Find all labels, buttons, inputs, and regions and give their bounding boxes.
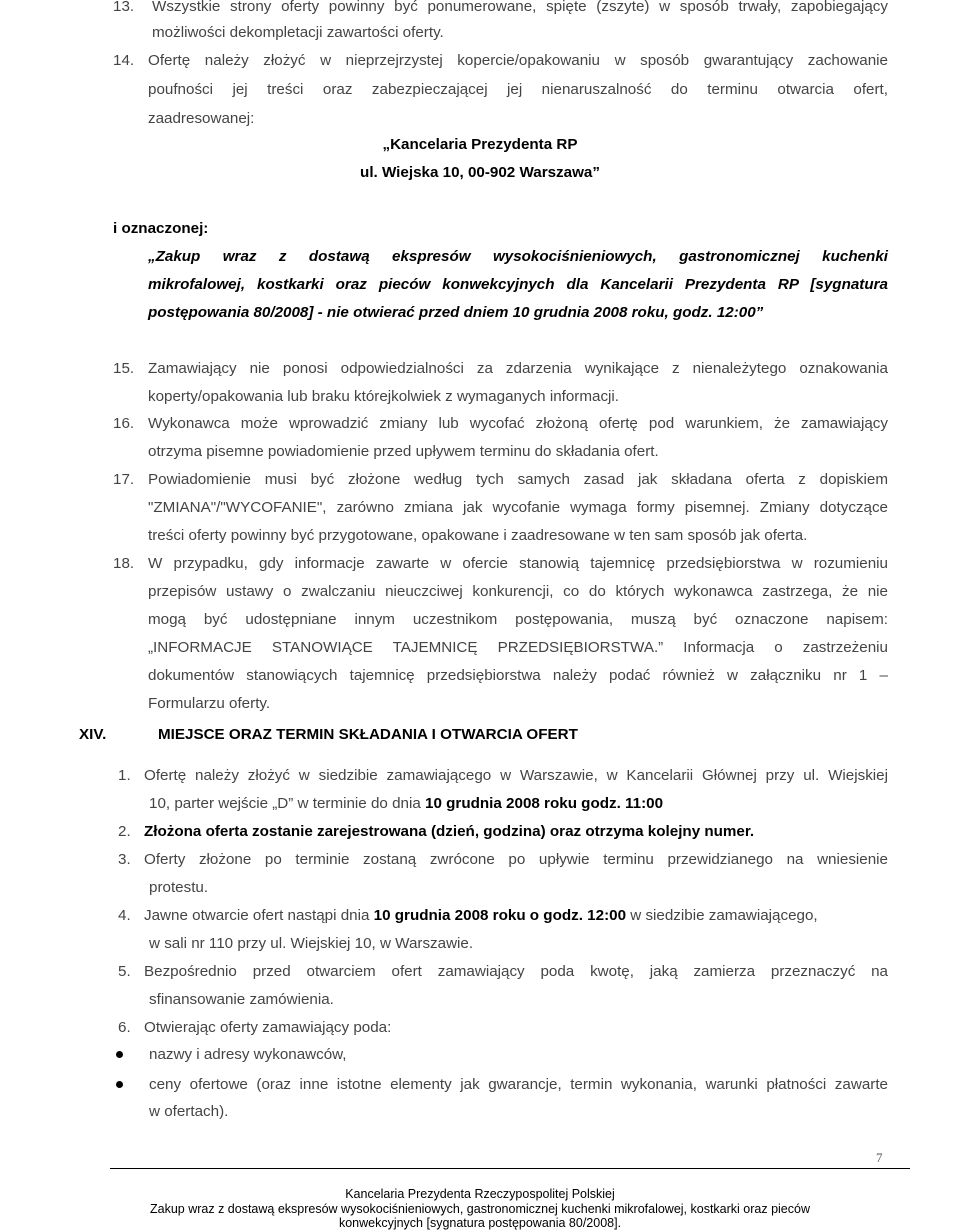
- item-18-line-4: „INFORMACJE STANOWIĄCE TAJEMNICĘ PRZEDSIĘBIORSTWA.” Informacja o zastrzeżeniu: [148, 639, 888, 656]
- point-1-line-2-text: 10, parter wejście „D” w terminie do dnia: [149, 795, 421, 812]
- footer-divider: [110, 1168, 910, 1169]
- point-4-number: 4.: [118, 907, 131, 924]
- footer-line-2: Zakup wraz z dostawą ekspresów wysokociśnieniowych, gastronomicznej kuchenki mikrofalowej, kostkarki oraz pieców: [150, 1202, 810, 1216]
- point-5-line-2: sfinansowanie zamówienia.: [149, 991, 334, 1008]
- marking-label: i oznaczonej:: [113, 220, 209, 237]
- point-1-number: 1.: [118, 767, 131, 784]
- point-6-number: 6.: [118, 1019, 131, 1036]
- item-14-number: 14.: [113, 52, 135, 69]
- item-18-line-2: przepisów ustawy o zwalczaniu nieuczciwej konkurencji, co do których wykonawca zastrzega, że nie: [148, 583, 888, 600]
- point-3-line-1: Oferty złożone po terminie zostaną zwrócone po upływie terminu przewidzianego na wniesienie: [144, 851, 888, 868]
- point-6-line-1: Otwierając oferty zamawiający poda:: [144, 1019, 392, 1036]
- item-13-line-2: możliwości dekompletacji zawartości oferty.: [152, 24, 444, 41]
- point-3-number: 3.: [118, 851, 131, 868]
- item-14-line-3: zaadresowanej:: [148, 110, 255, 127]
- bullet-dot: [116, 1051, 123, 1058]
- bullet-2-line-2: w ofertach).: [149, 1103, 229, 1120]
- point-4-date: 10 grudnia 2008 roku o godz. 12:00: [373, 907, 627, 924]
- point-2-line-1: Złożona oferta zostanie zarejestrowana (dzień, godzina) oraz otrzyma kolejny numer.: [144, 823, 755, 840]
- point-1-line-1: Ofertę należy złożyć w siedzibie zamawiającego w Warszawie, w Kancelarii Głównej przy ul. Wiejskiej: [144, 767, 888, 784]
- bullet-dot: [116, 1081, 123, 1088]
- item-17-number: 17.: [113, 471, 135, 488]
- item-17-line-3: treści oferty powinny być przygotowane, opakowane i zaadresowane w ten sam sposób jak oferta.: [148, 527, 808, 544]
- point-4-line-1: [144, 907, 818, 925]
- point-1-line-2: [149, 795, 663, 813]
- marking-line-2: mikrofalowej, kostkarki oraz pieców konwekcyjnych dla Kancelarii Prezydenta RP [sygnatura: [148, 276, 888, 293]
- bullet-1-text: nazwy i adresy wykonawców,: [149, 1046, 347, 1063]
- item-17-line-1: Powiadomienie musi być złożone według tych samych zasad jak składana oferta z dopiskiem: [148, 471, 888, 488]
- section-number: XIV.: [79, 726, 107, 743]
- item-16-line-2: otrzyma pisemne powiadomienie przed upływem terminu do składania ofert.: [148, 443, 659, 460]
- item-17-line-2: "ZMIANA"/"WYCOFANIE", zarówno zmiana jak wycofanie wymaga formy pisemnej. Zmiany dotyczące: [148, 499, 888, 516]
- item-13-line-1: Wszystkie strony oferty powinny być ponumerowane, spięte (zszyte) w sposób trwały, zapobiegający: [152, 0, 888, 15]
- point-4-place: w siedzibie zamawiającego,: [630, 907, 818, 924]
- item-14-line-2: poufności jej treści oraz zabezpieczającej jej nienaruszalność do terminu otwarcia ofert,: [148, 81, 888, 98]
- item-18-line-6: Formularzu oferty.: [148, 695, 271, 712]
- item-16-number: 16.: [113, 415, 135, 432]
- item-18-number: 18.: [113, 555, 135, 572]
- marking-line-3: postępowania 80/2008] - nie otwierać przed dniem 10 grudnia 2008 roku, godz. 12:00”: [148, 304, 764, 321]
- point-3-line-2: protestu.: [149, 879, 209, 896]
- point-2-number: 2.: [118, 823, 131, 840]
- footer-line-1: Kancelaria Prezydenta Rzeczypospolitej Polskiej: [345, 1187, 615, 1201]
- item-18-line-1: W przypadku, gdy informacje zawarte w ofercie stanowią tajemnicę przedsiębiorstwa w rozumieniu: [148, 555, 888, 572]
- bullet-2-line-1: ceny ofertowe (oraz inne istotne elementy jak gwarancje, termin wykonania, warunki płatności zawarte: [149, 1076, 888, 1093]
- point-4-text: Jawne otwarcie ofert nastąpi dnia: [144, 907, 370, 924]
- item-18-line-3: mogą być udostępniane innym uczestnikom postępowania, muszą być oznaczone napisem:: [148, 611, 888, 628]
- point-4-line-2: w sali nr 110 przy ul. Wiejskiej 10, w Warszawie.: [149, 935, 474, 952]
- item-13-number: 13.: [113, 0, 135, 15]
- marking-line-1: „Zakup wraz z dostawą ekspresów wysokociśnieniowych, gastronomicznej kuchenki: [148, 248, 888, 265]
- item-15-line-2: koperty/opakowania lub braku którejkolwiek z wymaganych informacji.: [148, 388, 620, 405]
- item-16-line-1: Wykonawca może wprowadzić zmiany lub wycofać złożoną ofertę pod warunkiem, że zamawiający: [148, 415, 888, 432]
- item-15-number: 15.: [113, 360, 135, 377]
- address-line-2: ul. Wiejska 10, 00-902 Warszawa”: [360, 164, 600, 181]
- point-5-number: 5.: [118, 963, 131, 980]
- section-title: MIEJSCE ORAZ TERMIN SKŁADANIA I OTWARCIA OFERT: [158, 726, 578, 743]
- item-18-line-5: dokumentów stanowiących tajemnicę przedsiębiorstwa należy podać również w załączniku nr 1 –: [148, 667, 888, 684]
- address-line-1: „Kancelaria Prezydenta RP: [382, 136, 578, 153]
- item-15-line-1: Zamawiający nie ponosi odpowiedzialności za zdarzenia wynikające z nienależytego oznakowania: [148, 360, 888, 377]
- point-5-line-1: Bezpośrednio przed otwarciem ofert zamawiający poda kwotę, jaką zamierza przeznaczyć na: [144, 963, 888, 980]
- point-1-deadline: 10 grudnia 2008 roku godz. 11:00: [425, 795, 664, 812]
- item-14-line-1: Ofertę należy złożyć w nieprzejrzystej kopercie/opakowaniu w sposób gwarantujący zachowanie: [148, 52, 888, 69]
- page-number: 7: [876, 1150, 883, 1165]
- footer-line-3: konwekcyjnych [sygnatura postępowania 80/2008].: [338, 1216, 622, 1230]
